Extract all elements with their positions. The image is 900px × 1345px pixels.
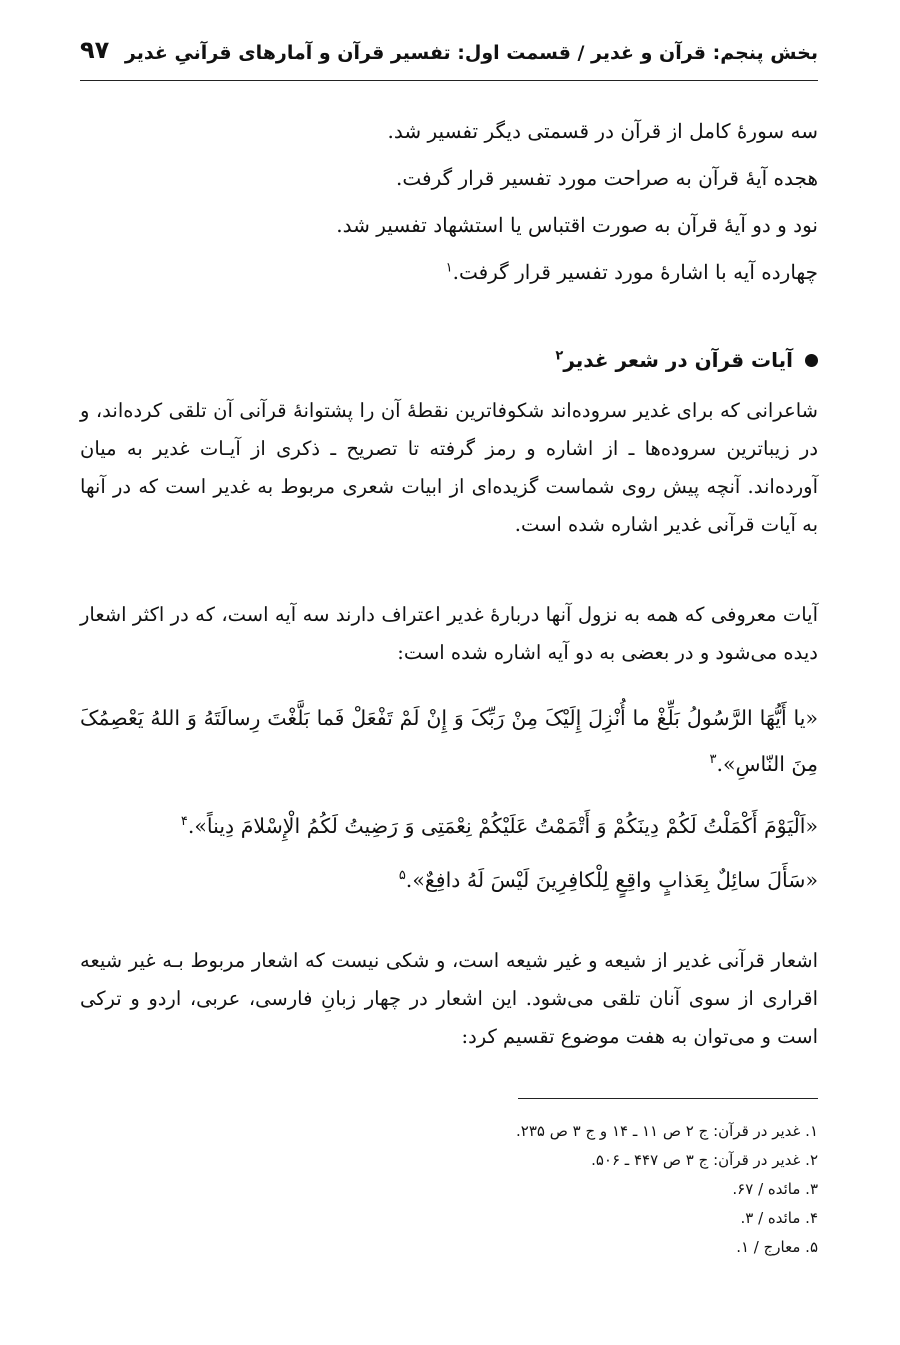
- running-title: بخش پنجم: قرآن و غدیر / قسمت اول: تفسیر قرآن و آمارهای قرآنیِ غدیر: [124, 42, 818, 64]
- quran-verse: [80, 857, 818, 903]
- bullet-icon: [805, 354, 818, 367]
- footnote: ۳. مائده / ۶۷.: [732, 1180, 818, 1198]
- footnote-ref: ۵: [398, 868, 406, 884]
- footnote: ۱. غدیر در قرآن: ج ۲ ص ۱۱ ـ ۱۴ و ج ۳ ص ۲۳۵.: [516, 1122, 818, 1140]
- paragraph-intro: شاعرانی که برای غدیر سروده‌اند شکوفاترین نقطهٔ آن را پشتوانهٔ قرآنی آن تلقی کرده‌اند، و در زیباترین سروده‌ها ـ از اشاره و رمز گرفته تا تصریح ـ ذکری از آیـات غدیر به میان آورده‌اند. آنچه پیش روی شماست گزیده‌ای از ابیات شعری مربوط به غدیر است که در آنها به آیات قرآنی غدیر اشاره شده است.: [80, 399, 818, 536]
- footnote-divider: [518, 1098, 818, 1099]
- footnote-ref: ۳: [709, 752, 717, 768]
- running-header: [80, 28, 818, 81]
- verse-text: «یا أَیُّهَا الرَّسُولُ بَلِّغْ ما أُنْزِلَ إِلَیْکَ مِنْ رَبِّکَ وَ إِنْ لَمْ تَفْعَلْ فَما بَلَّغْتَ رِسالَتَهُ وَ اللهُ یَعْصِمُکَ مِنَ النّاسِ».: [80, 706, 818, 776]
- statistics-line-text: چهارده آیه با اشارهٔ مورد تفسیر قرار گرفت.: [452, 260, 818, 284]
- statistics-line: هجده آیهٔ قرآن به صراحت مورد تفسیر قرار گرفت.: [396, 166, 818, 190]
- page-number: ۹۷: [80, 36, 110, 64]
- section-heading: [555, 348, 818, 372]
- quran-verse: [80, 695, 818, 787]
- paragraph-poetry-categories: اشعار قرآنی غدیر از شیعه و غیر شیعه است، و شکی نیست که اشعار مربوط بـه غیر شیعه اقراری از سوی آنان تلقی می‌شود. این اشعار در چهار زبانِ فارسی، عربی، اردو و ترکی است و می‌توان به هفت موضوع تقسیم کرد:: [80, 949, 818, 1048]
- footnote: ۵. معارج / ۱.: [736, 1238, 818, 1256]
- section-heading-text: [555, 348, 793, 372]
- statistics-list: [298, 108, 818, 296]
- statistics-line-last: [298, 249, 818, 296]
- heading-text: آیات قرآن در شعر غدیر: [563, 348, 793, 372]
- footnotes: [218, 1117, 818, 1262]
- verse-text: «اَلْیَوْمَ أَکْمَلْتُ لَکُمْ دِینَکُمْ وَ أَتْمَمْتُ عَلَیْکُمْ نِعْمَتِی وَ رَضِیتُ لَکُمُ الْإِسْلامَ دِیناً».: [187, 814, 818, 838]
- quran-verse: [80, 803, 818, 849]
- paragraph-verses-intro: آیات معروفی که همه به نزول آنها دربارهٔ غدیر اعتراف دارند سه آیه است، که در اکثر اشعار دیده می‌شود و در بعضی به دو آیه اشاره شده است:: [80, 603, 818, 664]
- footnote: ۴. مائده / ۳.: [740, 1209, 818, 1227]
- footnote-ref: ۴: [180, 814, 188, 830]
- verse-text: «سَأَلَ سائِلٌ بِعَذابٍ واقِعٍ لِلْکافِرِینَ لَیْسَ لَهُ دافِعٌ».: [405, 868, 818, 892]
- footnote: ۲. غدیر در قرآن: ج ۳ ص ۴۴۷ ـ ۵۰۶.: [591, 1151, 818, 1169]
- statistics-line: نود و دو آیهٔ قرآن به صورت اقتباس یا استشهاد تفسیر شد.: [336, 213, 818, 237]
- footnote-ref: ۱: [445, 260, 453, 276]
- statistics-line: سه سورهٔ کامل از قرآن در قسمتی دیگر تفسیر شد.: [387, 119, 818, 143]
- footnote-ref: ۲: [555, 348, 564, 364]
